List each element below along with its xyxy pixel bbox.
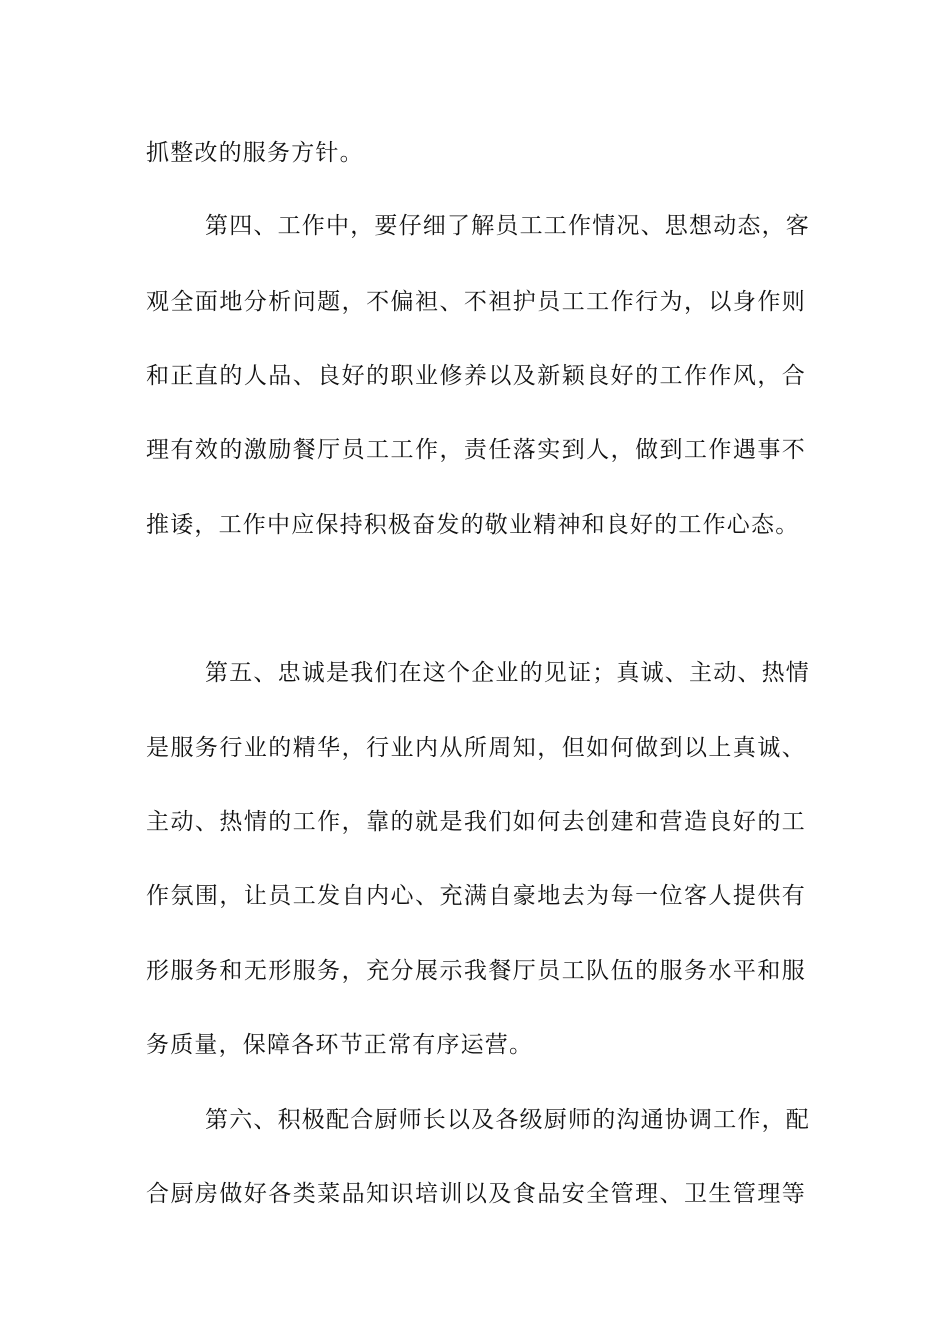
text-line: 务质量，保障各环节正常有序运营。 xyxy=(146,1032,534,1058)
paragraph-6-first-line: 第六、积极配合厨师长以及各级厨师的沟通协调工作，配 xyxy=(205,1107,810,1133)
text-line: 作氛围，让员工发自内心、充满自豪地去为每一位客人提供有 xyxy=(146,883,806,909)
text-line: 主动、热情的工作，靠的就是我们如何去创建和营造良好的工 xyxy=(146,809,806,835)
text-line: 和正直的人品、良好的职业修养以及新颖良好的工作作风，合 xyxy=(146,363,806,389)
text-line: 抓整改的服务方针。 xyxy=(146,140,364,166)
text-line: 观全面地分析问题，不偏袒、不袒护员工工作行为，以身作则 xyxy=(146,289,806,315)
text-line: 推诿，工作中应保持积极奋发的敬业精神和良好的工作心态。 xyxy=(146,512,800,538)
text-line: 形服务和无形服务，充分展示我餐厅员工队伍的服务水平和服 xyxy=(146,958,806,984)
text-line: 合厨房做好各类菜品知识培训以及食品安全管理、卫生管理等 xyxy=(146,1181,806,1207)
paragraph-5-first-line: 第五、忠诚是我们在这个企业的见证；真诚、主动、热情 xyxy=(205,660,810,686)
text-line: 理有效的激励餐厅员工工作，责任落实到人，做到工作遇事不 xyxy=(146,437,806,463)
text-line: 是服务行业的精华，行业内从所周知，但如何做到以上真诚、 xyxy=(146,735,806,761)
paragraph-4-first-line: 第四、工作中，要仔细了解员工工作情况、思想动态，客 xyxy=(205,213,810,239)
